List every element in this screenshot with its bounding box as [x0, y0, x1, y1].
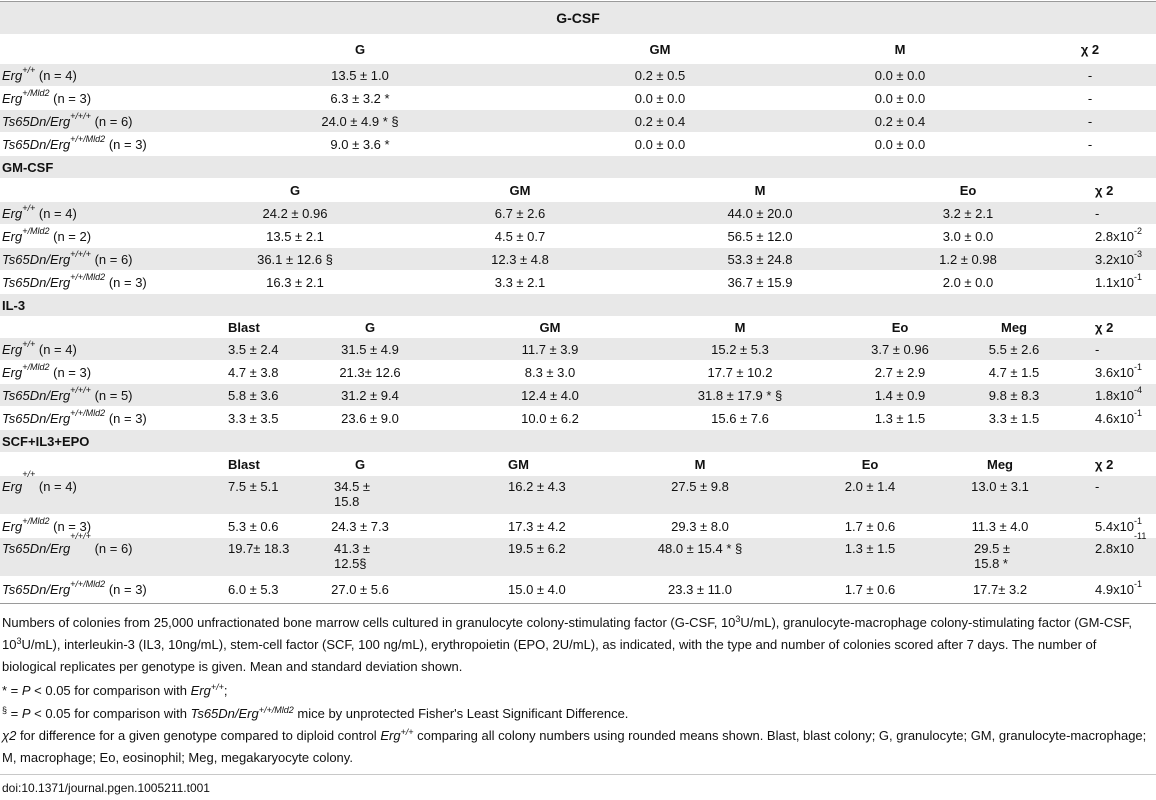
section-label-row	[0, 430, 1156, 452]
col-header-meg: Meg	[1001, 319, 1027, 335]
table-row	[0, 531, 1156, 576]
value-cell: 16.3 ± 2.1	[266, 274, 324, 290]
value-cell: 6.7 ± 2.6	[494, 205, 546, 221]
table-row	[0, 576, 1156, 602]
value-cell: 4.5 ± 0.7	[494, 228, 546, 244]
value-cell: 29.5 ± 15.8 *	[974, 541, 1011, 571]
value-cell: 15.6 ± 7.6	[711, 410, 769, 426]
section-scf-header	[0, 452, 1156, 476]
col-header-meg: Meg	[987, 456, 1013, 472]
col-header-g: G	[364, 319, 376, 335]
col-header-g: G	[354, 456, 366, 472]
value-cell: 23.6 ± 9.0	[341, 410, 399, 426]
col-header-m: M	[694, 456, 706, 472]
value-cell: -	[1087, 90, 1093, 106]
col-header-gm: GM	[508, 456, 529, 472]
value-cell: 0.2 ± 0.4	[634, 113, 686, 129]
value-cell: 24.0 ± 4.9 * §	[321, 113, 399, 129]
col-header-chi2: χ 2	[1095, 456, 1114, 472]
table-row	[0, 224, 1156, 248]
section-label-row	[0, 156, 1156, 178]
value-cell: 44.0 ± 20.0	[727, 205, 793, 221]
value-cell: 31.8 ± 17.9 * §	[697, 387, 783, 403]
chi2-cell: 3.6x10 $^{-1}$	[1095, 362, 1143, 380]
value-cell: 29.3 ± 8.0	[671, 518, 729, 534]
value-cell: 5.3 ± 0.6	[228, 518, 279, 534]
table-row	[0, 248, 1156, 270]
col-header-chi2: χ 2	[1095, 182, 1114, 198]
value-cell: 15.2 ± 5.3	[711, 341, 769, 357]
col-header-gm: GM	[509, 182, 531, 198]
value-cell: 0.0 ± 0.0	[634, 136, 686, 152]
col-header-g: G	[354, 41, 366, 57]
genotype-cell: Ts65Dn/Erg $^{+/+/Mld2}$ (n = 3)	[2, 579, 147, 597]
value-cell: 27.0 ± 5.6	[331, 581, 389, 597]
section-gcsf-header	[0, 34, 1156, 64]
value-cell: 23.3 ± 11.0	[668, 581, 732, 597]
genotype-cell: Erg +/+ (n = 4)	[2, 339, 77, 357]
section-label-row	[0, 294, 1156, 316]
table-footnote-main: Numbers of colonies from 25,000 unfractionated bone marrow cells cultured in granulocyte colony-stimulating factor (G-CSF, $10^3U/mL$), granulocyte-macrophage colony-stimulating factor (GM-CSF, $10^3U/mL$), interleukin-3 (IL3, 10ng/mL), stem-cell factor (SCF, 100 ng/mL), erythropoietin (EPO, 2U/mL), as indicated, with the type and number of colonies scored after 7 days. The number of biological replicates per genotype is given. Mean and standard deviation shown.	[2, 614, 1133, 674]
chi2-cell: -	[1095, 479, 1100, 494]
chi2-cell: 1.8x10 $^{-4}$	[1095, 385, 1143, 403]
value-cell: -	[1087, 67, 1093, 83]
value-cell: 9.8 ± 8.3	[988, 387, 1040, 403]
genotype-cell: Erg +/+ (n = 4)	[2, 469, 77, 494]
genotype-cell: Ts65Dn/Erg +/+/+ (n = 5)	[2, 385, 133, 403]
col-header-blast: Blast	[228, 456, 260, 472]
value-cell: 1.3 ± 1.5	[844, 541, 896, 556]
value-cell: -	[1087, 113, 1093, 129]
table-row	[0, 406, 1156, 430]
value-cell: 13.0 ± 3.1	[971, 479, 1029, 494]
table-row	[0, 469, 1156, 514]
value-cell: 1.2 ± 0.98	[939, 251, 997, 267]
value-cell: 27.5 ± 9.8	[671, 479, 729, 494]
genotype-cell: Ts65Dn/Erg +/+/+ (n = 6)	[2, 531, 133, 556]
value-cell: 1.7 ± 0.6	[844, 518, 896, 534]
value-cell: 2.0 ± 0.0	[942, 274, 994, 290]
value-cell: 34.5 ± 15.8	[334, 479, 371, 509]
section-label-scf: SCF+IL3+EPO	[2, 433, 90, 449]
col-header-gm: GM	[649, 41, 671, 57]
chi2-cell: -	[1095, 205, 1100, 221]
chi2-cell: 2.8x10 $^{-11}$	[1095, 531, 1147, 556]
table-row	[0, 202, 1156, 224]
table-row	[0, 132, 1156, 156]
value-cell: 17.3 ± 4.2	[508, 518, 566, 534]
value-cell: 36.7 ± 15.9	[727, 274, 793, 290]
value-cell: 1.3 ± 1.5	[874, 410, 926, 426]
chi2-cell: 4.6x10 $^{-1}$	[1095, 408, 1143, 426]
section-label-gmcsf: GM-CSF	[2, 159, 54, 175]
value-cell: 0.0 ± 0.0	[634, 90, 686, 106]
value-cell: 13.5 ± 2.1	[266, 228, 324, 244]
value-cell: 3.5 ± 2.4	[228, 341, 279, 357]
chi2-cell: 2.8x10 $^{-2}$	[1095, 226, 1143, 244]
value-cell: 3.3 ± 2.1	[494, 274, 546, 290]
value-cell: 48.0 ± 15.4 * §	[657, 541, 743, 556]
chi2-cell: 4.9x10 $^{-1}$	[1095, 579, 1143, 597]
col-header-eo: Eo	[861, 456, 879, 472]
value-cell: 19.7± 18.3	[228, 541, 290, 556]
value-cell: 0.0 ± 0.0	[874, 67, 926, 83]
table-title-row	[0, 2, 1156, 34]
col-header-blast: Blast	[228, 319, 260, 335]
value-cell: 41.3 ± 12.5§	[334, 541, 371, 571]
table-row	[0, 360, 1156, 384]
value-cell: 11.7 ± 3.9	[521, 341, 579, 357]
value-cell: 8.3 ± 3.0	[524, 364, 576, 380]
value-cell: 12.4 ± 4.0	[521, 387, 579, 403]
value-cell: 19.5 ± 6.2	[508, 541, 566, 556]
value-cell: 4.7 ± 3.8	[228, 364, 279, 380]
value-cell: 7.5 ± 5.1	[228, 479, 279, 494]
value-cell: 6.3 ± 3.2 *	[330, 90, 390, 106]
value-cell: 12.3 ± 4.8	[491, 251, 549, 267]
value-cell: 31.5 ± 4.9	[341, 341, 399, 357]
col-header-chi2: χ 2	[1080, 41, 1100, 57]
value-cell: 24.3 ± 7.3	[331, 518, 389, 534]
genotype-cell: Ts65Dn/Erg $^{+/+/Mld2}$ (n = 3)	[2, 272, 147, 290]
table-row	[0, 64, 1156, 86]
value-cell: 3.3 ± 3.5	[228, 410, 279, 426]
value-cell: 2.0 ± 1.4	[844, 479, 896, 494]
genotype-cell: Ts65Dn/Erg +/+/+ (n = 6)	[2, 249, 133, 267]
chi2-cell: 5.4x10 $^{-1}$	[1095, 516, 1143, 534]
col-header-eo: Eo	[891, 319, 909, 335]
value-cell: 0.0 ± 0.0	[874, 136, 926, 152]
value-cell: 15.0 ± 4.0	[508, 581, 566, 597]
value-cell: 6.0 ± 5.3	[228, 581, 279, 597]
table-footnote-star: * = P < 0.05 for comparison with Erg+/+;	[2, 682, 228, 698]
table-row	[0, 110, 1156, 132]
value-cell: 31.2 ± 9.4	[341, 387, 399, 403]
genotype-cell: Erg $^{+/Mld2}$ (n = 3)	[2, 362, 92, 380]
value-cell: 17.7± 3.2	[972, 581, 1028, 597]
genotype-cell: Erg $^{+/Mld2}$ (n = 2)	[2, 226, 92, 244]
value-cell: 0.0 ± 0.0	[874, 90, 926, 106]
col-header-g: G	[289, 182, 301, 198]
value-cell: 3.0 ± 0.0	[942, 228, 994, 244]
value-cell: 9.0 ± 3.6 *	[330, 136, 390, 152]
section-label-il3: IL-3	[2, 297, 26, 313]
value-cell: 13.5 ± 1.0	[331, 67, 389, 83]
value-cell: 11.3 ± 4.0	[971, 518, 1029, 534]
genotype-cell: Erg +/+ (n = 4)	[2, 203, 77, 221]
value-cell: 21.3± 12.6	[339, 364, 401, 380]
table-title: G-CSF	[556, 9, 600, 26]
table-footnote-section: § = P < 0.05 for comparison with Ts65Dn/Erg$^{+/+/Mld2}$ mice by unprotected Fisher's Least Significant Difference.	[2, 705, 629, 721]
doi-link[interactable]: doi:10.1371/journal.pgen.1005211.t001	[2, 781, 210, 795]
value-cell: 56.5 ± 12.0	[727, 228, 793, 244]
col-header-gm: GM	[539, 319, 561, 335]
value-cell: 53.3 ± 24.8	[727, 251, 793, 267]
genotype-cell: Ts65Dn/Erg $^{+/+/Mld2}$ (n = 3)	[2, 134, 147, 152]
chi2-cell: 1.1x10 $^{-1}$	[1095, 272, 1143, 290]
value-cell: 10.0 ± 6.2	[521, 410, 579, 426]
table-row	[0, 514, 1156, 538]
genotype-cell: Erg +/+ (n = 4)	[2, 65, 77, 83]
col-header-eo: Eo	[959, 182, 977, 198]
value-cell: 3.3 ± 1.5	[988, 410, 1040, 426]
value-cell: 1.4 ± 0.9	[874, 387, 926, 403]
col-header-m: M	[894, 41, 906, 57]
genotype-cell: Erg $^{+/Mld2}$ (n = 3)	[2, 88, 92, 106]
chi2-cell: 3.2x10 $^{-3}$	[1095, 249, 1143, 267]
value-cell: 5.8 ± 3.6	[228, 387, 279, 403]
value-cell: 2.7 ± 2.9	[874, 364, 926, 380]
footer-rule	[0, 774, 1156, 775]
genotype-cell: Erg $^{+/Mld2}$ (n = 3)	[2, 516, 92, 534]
value-cell: 24.2 ± 0.96	[262, 205, 328, 221]
value-cell: 0.2 ± 0.4	[874, 113, 926, 129]
genotype-cell: Ts65Dn/Erg $^{+/+/Mld2}$ (n = 3)	[2, 408, 147, 426]
value-cell: 1.7 ± 0.6	[844, 581, 896, 597]
value-cell: 5.5 ± 2.6	[988, 341, 1040, 357]
value-cell: 17.7 ± 10.2	[707, 364, 773, 380]
section-il3-header	[0, 316, 1156, 338]
col-header-m: M	[734, 319, 746, 335]
col-header-m: M	[754, 182, 766, 198]
value-cell: -	[1087, 136, 1093, 152]
table-row	[0, 338, 1156, 360]
table-row	[0, 270, 1156, 294]
genotype-cell: Ts65Dn/Erg +/+/+ (n = 6)	[2, 111, 133, 129]
section-gmcsf-header	[0, 178, 1156, 202]
table-row	[0, 384, 1156, 406]
value-cell: 4.7 ± 1.5	[988, 364, 1040, 380]
table-row	[0, 86, 1156, 110]
value-cell: 36.1 ± 12.6 §	[257, 251, 333, 267]
value-cell: 16.2 ± 4.3	[508, 479, 566, 494]
table-footnote-chi2: χ2 for difference for a given genotype compared to diploid control Erg+/+ comparing all colony numbers using rounded means shown. Blast, blast colony; G, granulocyte; GM, granulocyte-macrophage; M, macrophage; Eo, eosinophil; Meg, megakaryocyte colony.	[2, 727, 1147, 765]
value-cell: 0.2 ± 0.5	[634, 67, 686, 83]
value-cell: 3.2 ± 2.1	[942, 205, 994, 221]
chi2-cell: -	[1095, 341, 1100, 357]
table-bottom-rule	[0, 603, 1156, 604]
col-header-chi2: χ 2	[1095, 319, 1114, 335]
value-cell: 3.7 ± 0.96	[871, 341, 929, 357]
